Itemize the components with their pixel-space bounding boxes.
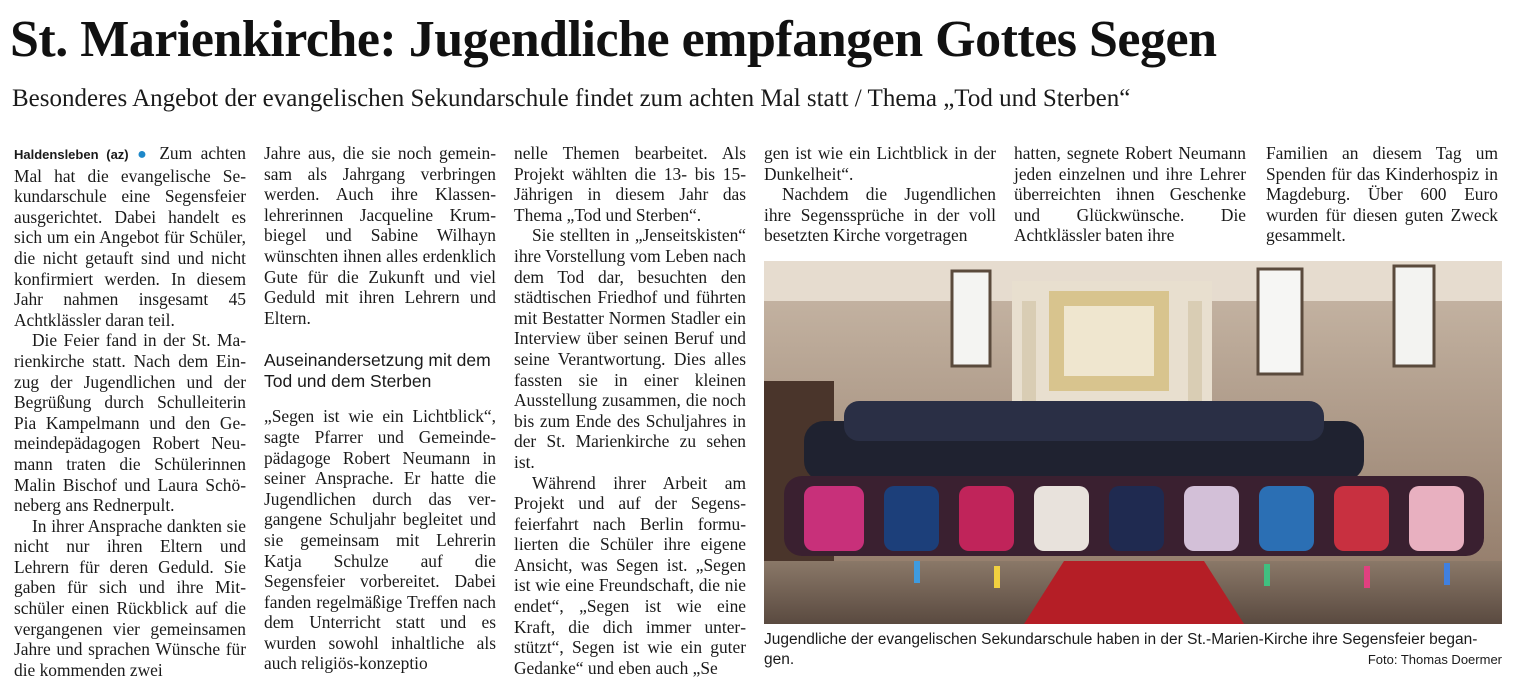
section-subheading: Auseinandersetzung mit dem Tod und dem Sterben bbox=[264, 350, 491, 392]
photo-caption: Jugendliche der evangelischen Sekundarschule haben in der St.-Marien-Kirche ihre Segensfeier begangen. bbox=[764, 631, 1478, 668]
paragraph: Nachdem die Jugendlichen ihre Segenssprüche in der voll besetzten Kirche vorgetragen bbox=[764, 184, 996, 246]
paragraph: Sie stellten in „Jenseitskisten“ ihre Vorstellung vom Leben nach dem Tod dar, besuchten den städtischen Friedhof und führten mit Bestatter Normen Stadler ein Interview über seinen Beruf und seine Verantwortung. Dies alles fassten sie in einer kleinen Ausstellung zusammen, die noch bis zum Ende des Schuljahres in der St. Marienkirche zu sehen ist. bbox=[514, 225, 746, 472]
text-column-4 bbox=[764, 143, 996, 246]
paragraph: Während ihrer Arbeit am Projekt und auf der Segensfeierfahrt nach Berlin formulierten die Schüler ihre eigene Ansicht, was Segen ist. „Segen ist wie eine Freundschaft, die nie endet“, „Segen ist wie eine Kraft, die dich immer unterstützt“, Segen ist wie ein guter Gedanke“ und eben auch „Se bbox=[514, 472, 746, 678]
text-column-6 bbox=[1266, 143, 1498, 246]
photo-credit: Foto: Thomas Doermer bbox=[1367, 652, 1502, 667]
dateline: Haldensleben (az) bbox=[14, 147, 129, 162]
text-column-2 bbox=[264, 143, 496, 674]
paragraph: nelle Themen bearbeitet. Als Projekt wählten die 13- bis 15-Jährigen in diesem Jahr das Thema „Tod und Sterben“. bbox=[514, 143, 746, 225]
text-column-3 bbox=[514, 143, 746, 678]
headline: St. Marienkirche: Jugendliche empfangen Gottes Segen bbox=[10, 11, 1217, 68]
subheadline: Besonderes Angebot der evangelischen Sekundarschule findet zum achten Mal statt / Thema „Tod und Sterben“ bbox=[12, 85, 1131, 112]
paragraph: gen ist wie ein Lichtblick in der Dunkelheit“. bbox=[764, 143, 996, 184]
paragraph: Jahre aus, die sie noch gemeinsam als Jahrgang verbringen werden. Auch ihre Klassenlehrerinnen Jacqueline Krumbiegel und Sabine Wilhayn wünschten ihnen alles erdenklich Gute für die Zukunft und viel Geduld mit ihren Lehrern und Eltern. bbox=[264, 143, 496, 328]
group-photo bbox=[764, 261, 1502, 624]
text-column-1 bbox=[14, 143, 246, 680]
paragraph: hatten, segnete Robert Neumann jeden einzelnen und ihre Lehrer überreichten ihnen Geschenke und Glückwünsche. Die Achtklässler baten ihre bbox=[1014, 143, 1246, 246]
paragraph bbox=[14, 143, 246, 330]
paragraph: „Segen ist wie ein Lichtblick“, sagte Pfarrer und Gemeindepädagoge Robert Neumann in seiner Ansprache. Er hatte die Jugendlichen durch das vergangene Schuljahr begleitet und sie gemeinsam mit Lehrerin Katja Schulze auf die Segensfeier vorbereitet. Dabei fanden regelmäßige Treffen nach dem Unterricht statt und es wurden sowohl inhaltliche als auch religiös-konzeptio bbox=[264, 406, 496, 674]
dateline-dot-icon: ● bbox=[137, 146, 151, 163]
paragraph: Die Feier fand in der St. Marienkirche statt. Nach dem Einzug der Jugendlichen und der Begrüßung durch Schulleiterin Pia Kampelmann und den Gemeindepädagogen Robert Neumann traten die Schülerinnen Malin Bischof und Laura Schöneberg ans Rednerpult. bbox=[14, 330, 246, 516]
church-photo-illustration bbox=[764, 261, 1502, 624]
paragraph: Familien an diesem Tag um Spenden für das Kinderhospiz in Magdeburg. Über 600 Euro wurden für diesen guten Zweck gesammelt. bbox=[1266, 143, 1498, 246]
text-column-5 bbox=[1014, 143, 1246, 246]
paragraph: In ihrer Ansprache dankten sie nicht nur ihren Eltern und Lehrern für deren Geduld. Sie gaben für sich und ihre Mitschüler einen Rückblick auf die vergangenen vier gemeinsamen Jahre und sprachen Wünsche für die kommenden zwei bbox=[14, 515, 246, 680]
paragraph-text: Zum achten Mal hat die evangelische Sekundarschule eine Segensfeier ausgerichtet. Dabei handelt es sich um ein Angebot für Schüler, die nicht getauft sind und nicht konfirmiert werden. In diesem Jahr nahmen insgesamt 45 Achtklässler daran teil. bbox=[14, 143, 246, 330]
